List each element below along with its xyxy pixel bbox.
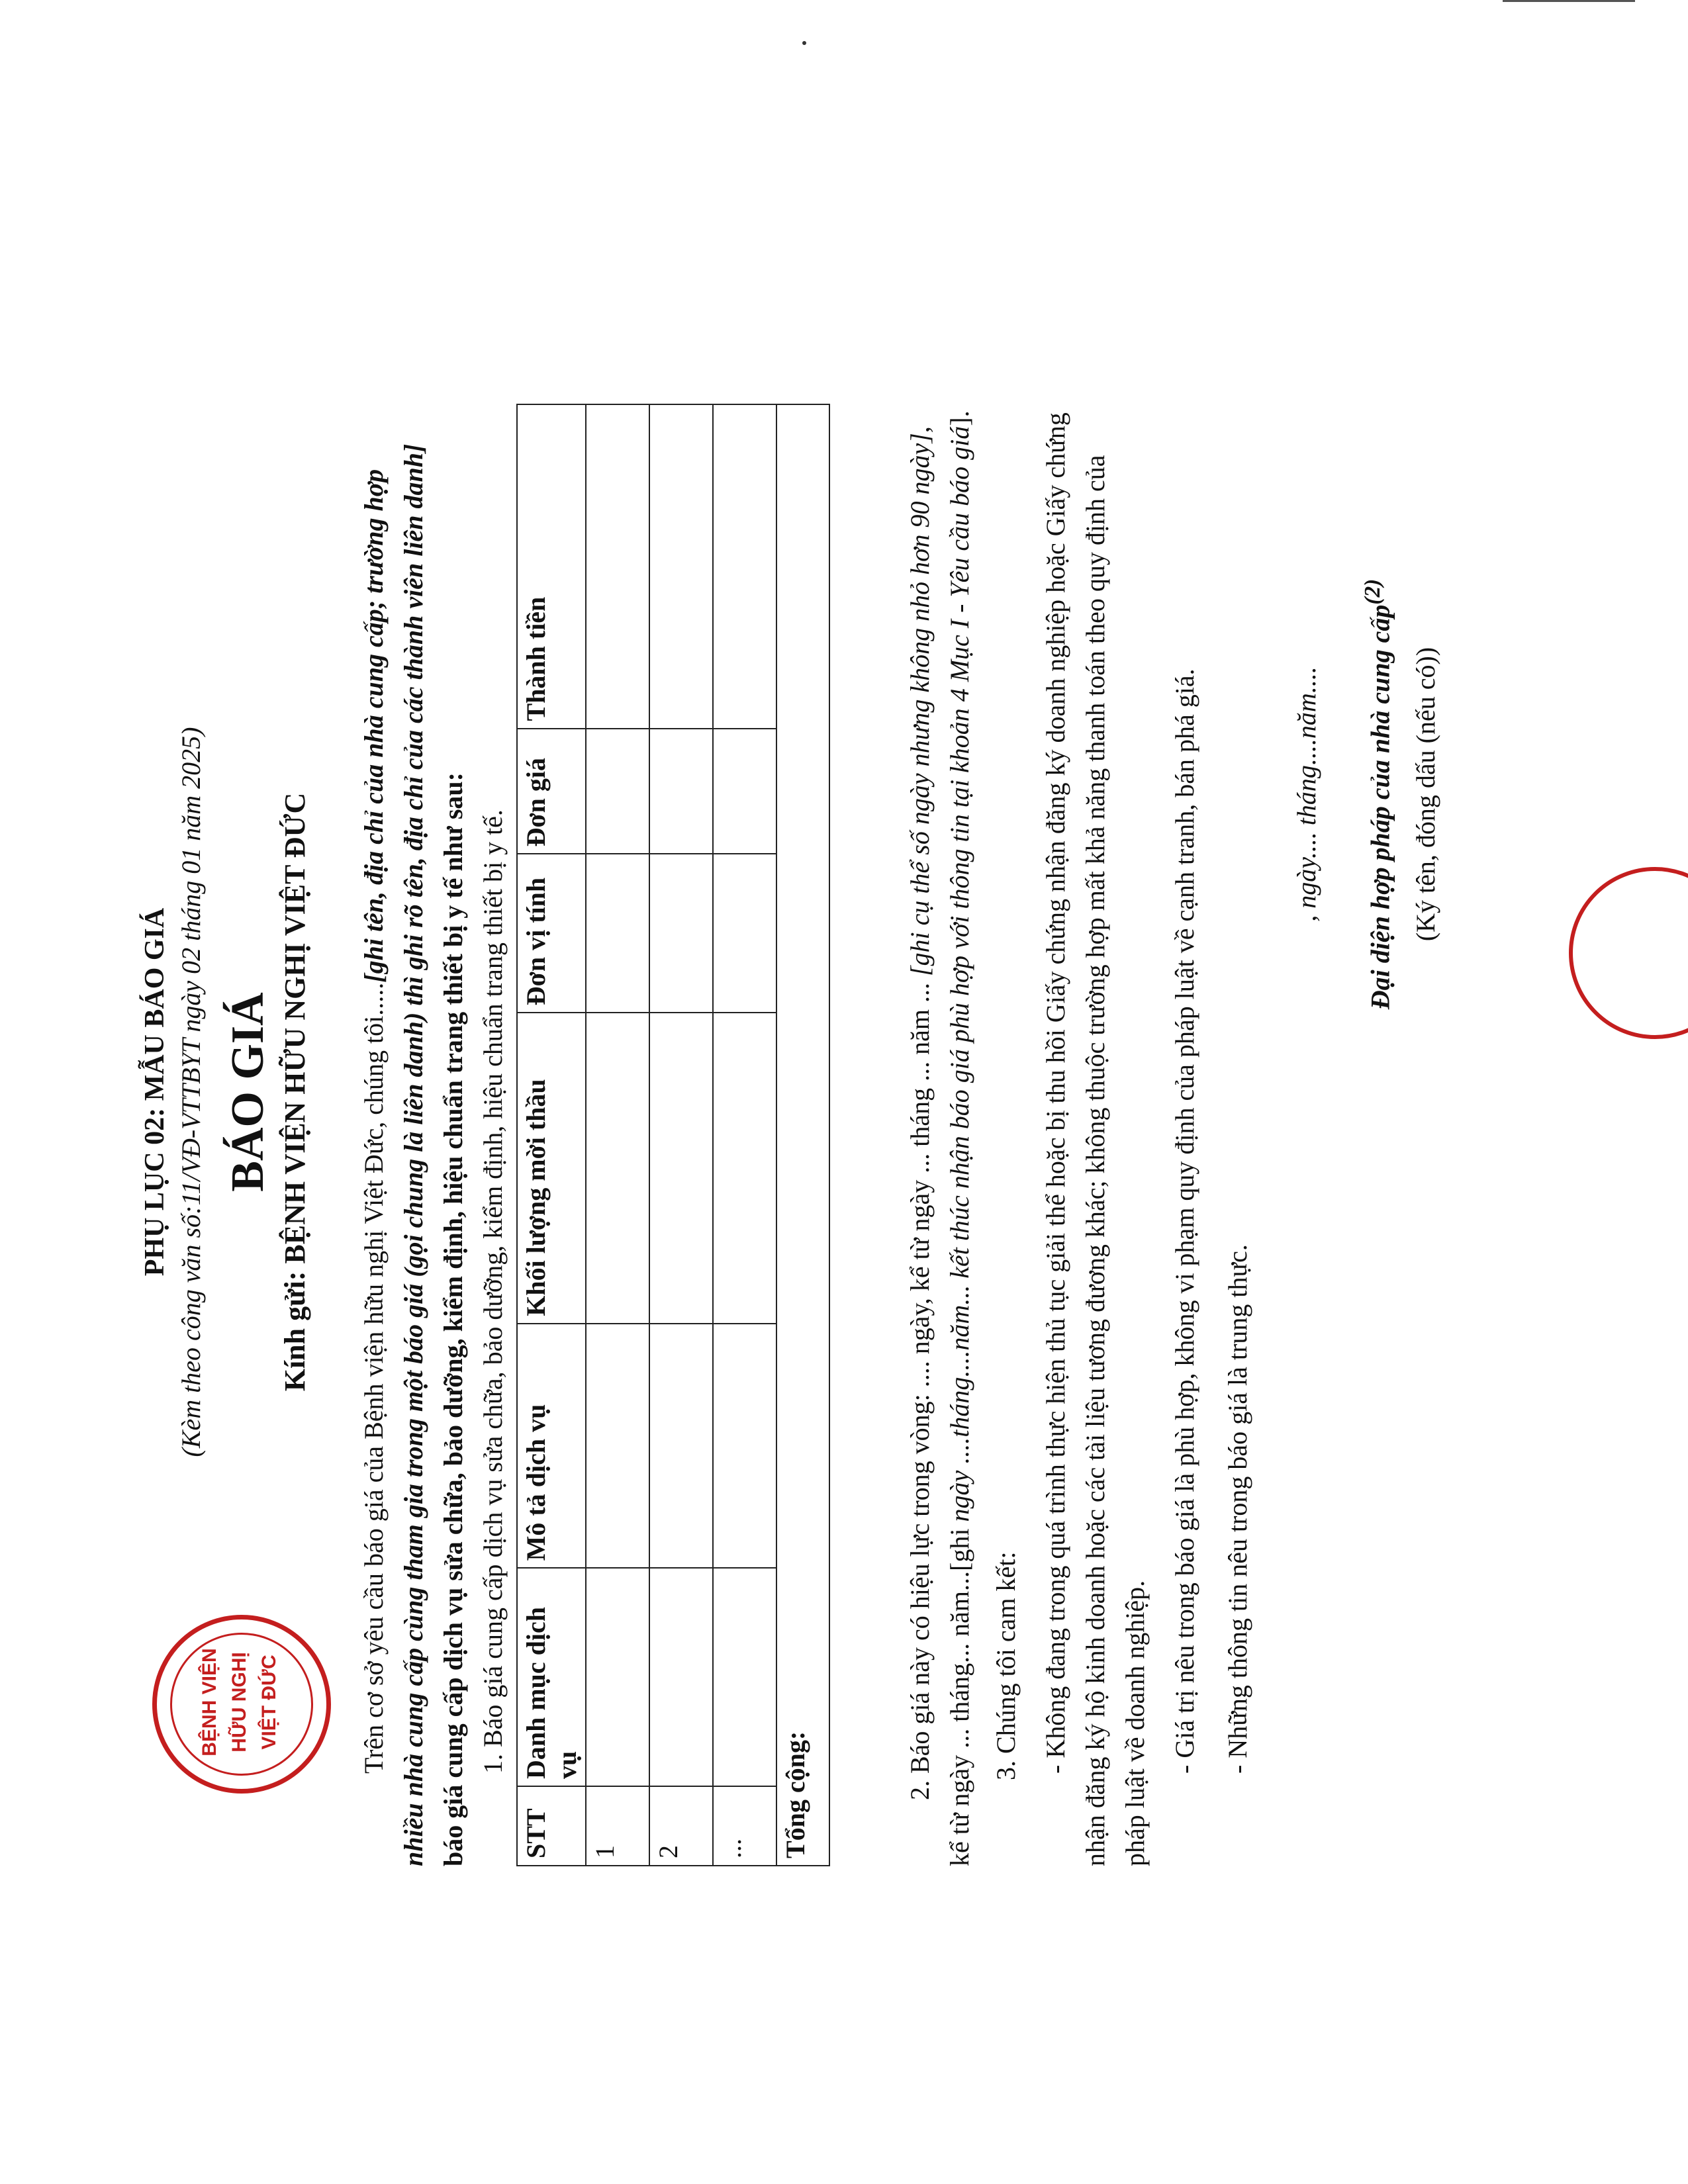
header-service-description: Mô tả dịch vụ	[517, 1324, 586, 1569]
intro-text-2: [ghi tên, địa chỉ của nhà cung cấp; trường hợp nhiều nhà cung cấp cùng tham gia trong một báo giá (gọi chung là liên danh) thì ghi rõ tên, địa chỉ của các thành viên liên danh]	[359, 443, 428, 1866]
total-label: Tổng cộng:	[776, 404, 829, 1866]
item-3-heading: 3. Chúng tôi cam kết:	[991, 1551, 1021, 1780]
header-amount: Thành tiền	[517, 404, 586, 729]
signer-title: Đại diện hợp pháp của nhà cung cấp	[1365, 604, 1395, 1010]
sign-instruction: (Ký tên, đóng dấu (nếu có))	[1411, 647, 1440, 942]
signer-footnote: (2)	[1360, 578, 1385, 605]
table-row	[586, 404, 649, 1866]
table-cell-stt: 2	[649, 1786, 713, 1866]
intro-text-1: Trên cơ sở yêu cầu báo giá của Bệnh viện hữu nghị Việt Đức, chúng tôi.....	[359, 982, 389, 1774]
commitment-1: - Không đang trong quá trình thực hiện thủ tục giải thể hoặc bị thu hồi Giấy chứng nhận đăng ký doanh nghiệp hoặc Giấy chứng nhận đăng ký hộ kinh doanh hoặc các tài liệu tương đương khác; không thuộc trường hợp mất khả năng thanh toán theo quy định của pháp luật về doanh nghiệp.	[1041, 412, 1150, 1866]
table-cell	[713, 729, 776, 854]
table-cell	[586, 729, 649, 854]
commitment-2: - Giá trị nêu trong báo giá là phù hợp, không vi phạm quy định của pháp luật về cạnh tranh, bán phá giá.	[1170, 668, 1199, 1774]
partial-stamp	[1569, 867, 1688, 1039]
scan-speck	[802, 41, 806, 45]
table-cell	[649, 729, 713, 854]
table-header-row	[517, 404, 586, 1866]
table-cell	[713, 1013, 776, 1324]
stamp-text-line-2: HỮU NGHỊ	[228, 1652, 250, 1752]
table-cell	[649, 1324, 713, 1569]
intro-text-3: báo giá cung cấp dịch vụ sửa chữa, bảo dưỡng, kiểm định, hiệu chuẩn trang thiết bị y tế như sau:	[438, 772, 468, 1866]
item-2-text-a: 2. Báo giá này có hiệu lực trong vòng: .... ngày, kể từ ngày ... tháng ... năm ...	[905, 976, 935, 1800]
table-cell	[649, 404, 713, 729]
table-cell	[713, 1568, 776, 1786]
table-cell-stt: ...	[713, 1786, 776, 1866]
header-quantity: Khối lượng mời thầu	[517, 1013, 586, 1324]
scan-edge-line	[1503, 0, 1635, 2]
item-2-text-c: , kể từ ngày ... tháng... năm...[ghi	[905, 426, 974, 1866]
item-2-paragraph	[900, 410, 980, 1866]
document-subtitle: (Kèm theo công văn số:11/VĐ-VTTBYT ngày 02 tháng 01 năm 2025)	[176, 727, 206, 1457]
table-cell-stt: 1	[586, 1786, 649, 1866]
header-service-list: Danh mục dịch vụ	[517, 1568, 586, 1786]
page-title: BÁO GIÁ	[222, 992, 273, 1192]
rotated-page	[66, 99, 1589, 2085]
intro-paragraph	[354, 410, 473, 1866]
table-cell	[649, 1013, 713, 1324]
item-2-text-b: [ghi cụ thể số ngày nhưng không nhỏ hơn 90 ngày]	[905, 433, 935, 977]
quotation-table	[516, 404, 830, 1866]
table-cell	[713, 1324, 776, 1569]
table-row	[649, 404, 713, 1866]
table-cell	[586, 1013, 649, 1324]
date-line: , ngày.... tháng....năm....	[1291, 666, 1321, 922]
header-unit-price: Đơn giá	[517, 729, 586, 854]
table-cell	[713, 404, 776, 729]
header-stt: STT	[517, 1786, 586, 1866]
item-2-text-d: ngày ....tháng....năm... kết thúc nhận báo giá phù hợp với thông tin tại khoản 4 Mục I - Yêu cầu báo giá	[945, 426, 974, 1522]
item-1-text: 1. Báo giá cung cấp dịch vụ sửa chữa, bảo dưỡng, kiểm định, hiệu chuẩn trang thiết bị y tế.	[478, 809, 508, 1774]
table-total-row	[776, 404, 829, 1866]
table-cell	[586, 1324, 649, 1569]
table-cell	[649, 854, 713, 1013]
stamp-text-line-1: BỆNH VIỆN	[199, 1648, 220, 1756]
annex-title: PHỤ LỤC 02: MẪU BÁO GIÁ	[140, 907, 170, 1277]
hospital-stamp	[152, 1615, 331, 1794]
signature-block	[1360, 496, 1395, 1092]
item-2-text-e: ].	[945, 410, 974, 426]
table-cell	[586, 1568, 649, 1786]
header-unit: Đơn vị tính	[517, 854, 586, 1013]
table-cell	[713, 854, 776, 1013]
table-cell	[586, 854, 649, 1013]
stamp-inner-ring	[170, 1633, 313, 1776]
table-cell	[649, 1568, 713, 1786]
recipient-line: Kính gửi: BỆNH VIỆN HỮU NGHỊ VIỆT ĐỨC	[279, 792, 311, 1392]
table-cell	[586, 404, 649, 729]
table-row	[713, 404, 776, 1866]
stamp-text-line-3: VIỆT ĐỨC	[258, 1655, 280, 1750]
commitment-3: - Những thông tin nêu trong báo giá là trung thực.	[1223, 1244, 1252, 1774]
